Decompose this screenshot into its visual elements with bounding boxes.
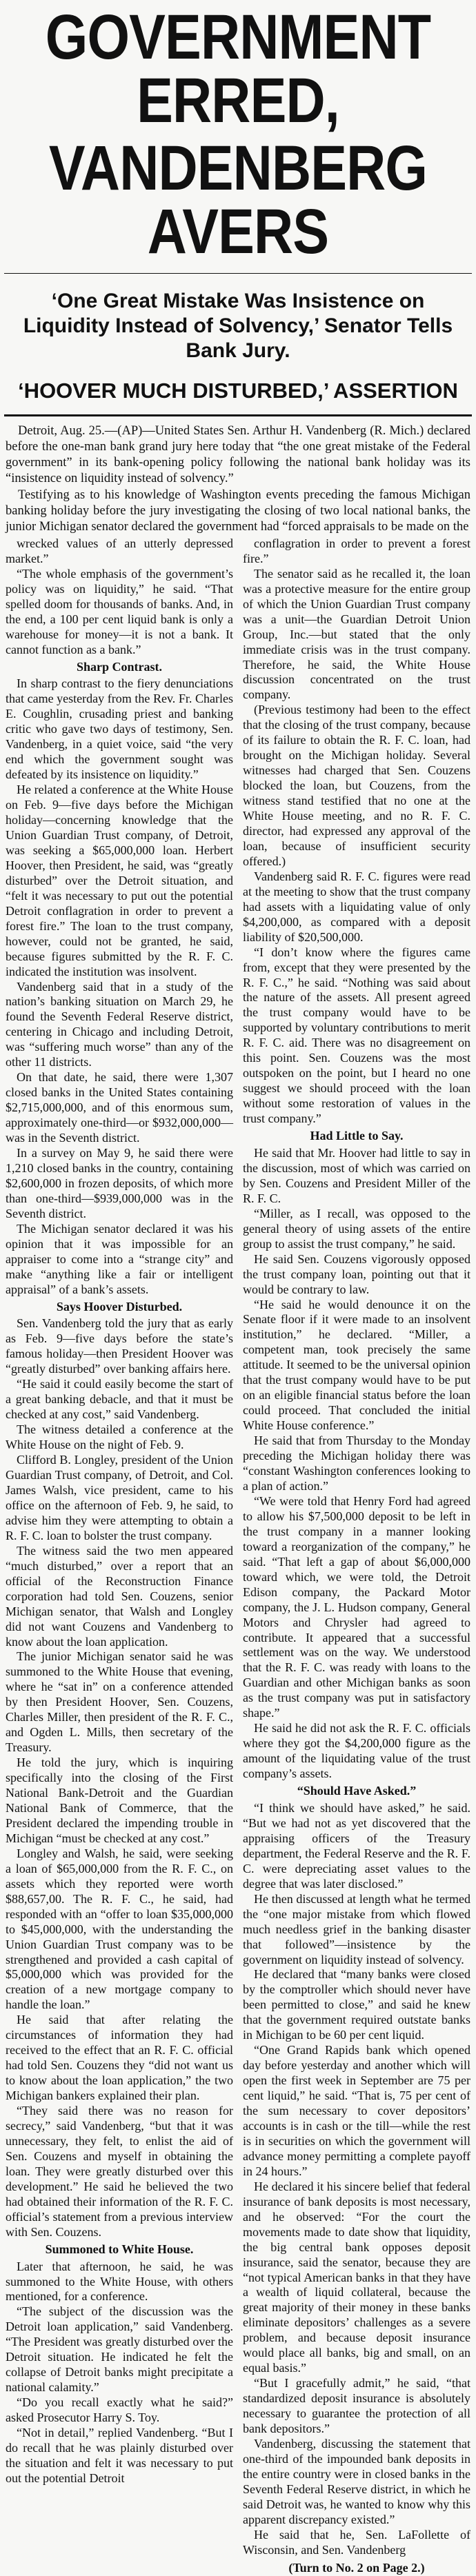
body-paragraph: “Miller, as I recall, was opposed to the general theory of using assets of the entire group to assist the trust company,” he said. [243,1206,470,1251]
body-paragraph: wrecked values of an utterly depressed market.” [6,536,233,565]
body-paragraph: The witness said the two men appeared “much disturbed,” over a report that an official of the Reconstruction Finance corporation had told Sen. Couzens, senior Michigan senator, that Walsh and Longley did not want Couzens and Vandenberg to know about the loan application. [6,1543,233,1649]
body-columns [6,536,470,2576]
body-paragraph: The Michigan senator declared it was his opinion that it was impossible for an appraiser to come into a “strange city” and make “anything like a fair or intelligent appraisal” of a bank’s assets. [6,1221,233,1296]
body-paragraph: “He said he would denounce it on the Senate floor if it were made to an insolvent institution,” he declared. “Miller, a competent man, took precisely the same attitude. It seemed to be the universal opinion that the trust company would have to be put on an eligible financial status before the loan could proceed. That concluded the initial White House conference.” [243,1297,470,1433]
subhead: “Should Have Asked.” [297,1784,417,1798]
lead-paragraph: Testifying as to his knowledge of Washington events preceding the famous Michigan banking holiday before the jury investigating the closing of two local national banks, the junior Michigan senator declared the government had “forced appraisals to be made on the [6,487,470,534]
body-paragraph: “They said there was no reason for secrecy,” said Vandenberg, “but that it was unnecessary, they felt, to enlist the aid of Sen. Couzens and myself in obtaining the loan. They were greatly disturbed over this development.” He said he believed the two had obtained their information of the R. F. C. official’s statement from a previous interview with Sen. Couzens. [6,2104,233,2239]
body-paragraph: Vandenberg said R. F. C. figures were read at the meeting to show that the trust company had assets with a liquidating value of only $4,200,000, as compared with a deposit liability of $20,500,000. [243,869,470,944]
body-paragraph: He declared that “many banks were closed by the comptroller which should never have been permitted to close,” and said he knew that the government required outstate banks in Michigan to be 60 per cent liquid. [243,1967,470,2042]
body-paragraph: He said that from Thursday to the Monday preceding the Michigan holiday there was “constant Washington conferences looking to a plan of action.” [243,1433,470,1493]
body-paragraph: He said Sen. Couzens vigorously opposed the trust company loan, pointing out that it would be contrary to law. [243,1251,470,1296]
body-paragraph: Longley and Walsh, he said, were seeking a loan of $65,000,000 from the R. F. C., on assets which they reported were worth $88,657,00. The R. F. C., he said, had responded with an “offer to loan $35,000,000 to $45,000,000, with the understanding the Union Guardian Trust company was to be strengthened and provided a cash capital of $5,000,000 which was provided for the creation of a new mortgage company to handle the loan.” [6,1846,233,2012]
body-paragraph: “I think we should have asked,” he said. “But we had not as yet discovered that the appraising officers of the Treasury department, the Federal Reserve and the R. F. C. were depreciating asset values to the degree that was later disclosed.” [243,1800,470,1891]
body-paragraph: On that date, he said, there were 1,307 closed banks in the United States containing $2,715,000,000, and of this enormous sum, approximately one-third—or $932,000,000—was in the Seventh district. [6,1070,233,1145]
body-paragraph: He then discussed at length what he termed the “one major mistake from which flowed much needless grief in the banking disaster that followed”—insistence by the government on liquidity instead of solvency. [243,1891,470,1966]
body-paragraph: Vandenberg said that in a study of the nation’s banking situation on March 29, he found the Seventh Federal Reserve district, centering in Chicago and including Detroit, was “suffering much worse” than any of the other 11 districts. [6,979,233,1069]
body-paragraph: He related a conference at the White House on Feb. 9—five days before the Michigan holiday—concerning knowledge that the Union Guardian Trust company, of Detroit, was seeking a $65,000,000 loan. Herbert Hoover, then President, he said, was “greatly disturbed” over the Detroit situation, and “felt it was necessary to put out the potential Detroit conflagration in order to prevent a forest fire.” The loan to the trust company, however, could not be granted, he said, because figures submitted by the R. F. C. indicated the institution was insolvent. [6,783,233,978]
body-paragraph: “But I gracefully admit,” he said, “that standardized deposit insurance is absolutely necessary to guarantee the protection of all bank depositors.” [243,2376,470,2436]
subhead: Says Hoover Disturbed. [56,1299,183,1314]
subhead: Summoned to White House. [45,2242,194,2256]
body-paragraph: Vandenberg, discussing the statement that one-third of the impounded bank deposits in the entire country were in closed banks in the Seventh Federal Reserve district, in which he said Detroit was, he wanted to know why this apparent discrepancy existed.” [243,2437,470,2526]
jump-line: (Turn to No. 2 on Page 2.) [288,2560,425,2575]
body-paragraph: “One Grand Rapids bank which opened day before yesterday and another which will open the first week in September are 75 per cent liquid,” he said. “That is, 75 per cent of the sum necessary to cover depositors’ accounts is in cash or the till—while the rest is in securities on which the government will advance money permitting a complete payoff in 24 hours.” [243,2043,470,2178]
deck-secondary: ‘HOOVER MUCH DISTURBED,’ ASSERTION [18,379,458,403]
left-column [6,536,233,2576]
deck-primary: ‘One Great Mistake Was Insistence on Liquidity Instead of Solvency,’ Senator Tells Bank Jury. [23,290,453,362]
body-paragraph: He said that after relating the circumstances of information they had received to the effect that an R. F. C. official had told Sen. Couzens they “did not want us to know about the loan application,” the two Michigan bankers explained their plan. [6,2013,233,2103]
lead-paragraph: Detroit, Aug. 25.—(AP)—United States Sen. Arthur H. Vandenberg (R. Mich.) declared before the one-man bank grand jury here today that “the one great mistake of the Federal government” in its bank-opening policy following the national bank holiday was its “insistence on liquidity instead of solvency.” [6,424,470,486]
body-paragraph: He declared it his sincere belief that federal insurance of bank deposits is most necessary, and he observed: “For the court the movements made to date show that liquidity, the big central bank opposes deposit insurance, said the senator, because they are “not typical American banks in that they have a wealth of liquid collateral, because the great majority of their money in these banks eliminate depositors’ challenges as a severe problem, and because deposit insurance would place all banks, big and small, on an equal basis.” [243,2179,470,2375]
headline-line-2: VANDENBERG AVERS [48,133,428,267]
deck-rule [4,414,472,416]
right-column [243,536,470,2576]
body-paragraph: He said he did not ask the R. F. C. officials where they got the $4,200,000 figure as the amount of the liquidating value of the trust company’s assets. [243,1721,470,1781]
body-paragraph: The senator said as he recalled it, the loan was a protective measure for the entire group of which the Union Guardian Trust company was a unit—the Guardian Detroit Union Group, Inc.—but stated that the only immediate crisis was in the trust company. Therefore, he said, the White House discussion concentrated on the trust company. [243,566,470,702]
body-paragraph: Clifford B. Longley, president of the Union Guardian Trust company, of Detroit, and Col. James Walsh, vice president, came to his office on the afternoon of Feb. 9, he said, to advise him they were attempting to obtain a R. F. C. loan to bolster the trust company. [6,1453,233,1542]
body-paragraph: He said that Mr. Hoover had little to say in the discussion, most of which was carried on by Sen. Couzens and President Miller of the R. F. C. [243,1146,470,1205]
subhead: Had Little to Say. [310,1129,404,1143]
body-paragraph: “Do you recall exactly what he said?” asked Prosecutor Harry S. Toy. [6,2395,233,2425]
body-paragraph: The witness detailed a conference at the White House on the night of Feb. 9. [6,1422,233,1452]
body-paragraph: (Previous testimony had been to the effect that the closing of the trust company, because of its failure to obtain the R. F. C. loan, had brought on the Michigan holiday. Several witnesses had charged that Sen. Couzens blocked the loan, but Couzens, from the witness stand testified that no one at the White House meeting, and no R. F. C. director, had expressed any approval of the loan, because of insufficient security offered.) [243,703,470,868]
body-paragraph: “I don’t know where the figures came from, except that they were presented by the R. F. C.,” he said. “Nothing was said about the nature of the assets. All present agreed the trust company would have to be supported by voluntary contributions to merit R. F. C. aid. There was no disagreement on this point. Sen. Couzens was the most outspoken on the point, but I heard no one suggest we should proceed with the loan without some restoration of values in the trust company.” [243,945,470,1126]
headline-line-1: GOVERNMENT ERRED, [45,2,431,136]
body-paragraph: “We were told that Henry Ford had agreed to allow his $7,500,000 deposit to be left in the trust company in a manner looking toward a reorganization of the company,” he said. “That left a gap of about $6,000,000 toward which, we were told, the Detroit Edison company, the Packard Motor company, the J. L. Hudson company, General Motors and Chrysler had agreed to contribute. It appeared that a successful settlement was on the way. We understood that the R. F. C. was ready with loans to the Guardian and other Michigan banks as soon as the trust company was put in satisfactory shape.” [243,1493,470,1720]
body-paragraph: “The subject of the discussion was the Detroit loan application,” said Vandenberg. “The President was greatly disturbed over the Detroit situation. He indicated he felt the collapse of Detroit banks might precipitate a national calamity.” [6,2304,233,2395]
body-paragraph: The junior Michigan senator said he was summoned to the White House that evening, where he “sat in” on a conference attended by then President Hoover, Sen. Couzens, Charles Miller, then president of the R. F. C., and Ogden L. Mills, then secretary of the Treasury. [6,1649,233,1755]
body-paragraph: conflagration in order to prevent a forest fire.” [243,536,470,565]
subhead: Sharp Contrast. [76,659,162,674]
body-paragraph: “Not in detail,” replied Vandenberg. “But I do recall that he was plainly disturbed over the situation and felt it was necessary to put out the potential Detroit [6,2426,233,2485]
headline-rule [4,273,472,274]
body-paragraph: Later that afternoon, he said, he was summoned to the White House, with others mentioned, for a conference. [6,2259,233,2304]
body-paragraph: He said that he, Sen. LaFollette of Wisconsin, and Sen. Vandenberg [243,2527,470,2557]
body-paragraph: Sen. Vandenberg told the jury that as early as Feb. 9—five days before the state’s famous holiday—then President Hoover was “greatly disturbed” over banking affairs here. [6,1316,233,1376]
body-paragraph: He told the jury, which is inquiring specifically into the closing of the First National Bank-Detroit and the Guardian National Bank of Commerce, that the President declared the impending trouble in Michigan “must be checked at any cost.” [6,1755,233,1845]
body-paragraph: In sharp contrast to the fiery denunciations that came yesterday from the Rev. Fr. Charles E. Coughlin, crusading priest and banking critic who gave two days of testimony, Sen. Vandenberg, in a quiet voice, said “the very end which the government sought was defeated by its insistence on liquidity.” [6,676,233,782]
body-paragraph: “He said it could easily become the start of a great banking debacle, and that it must be checked at any cost,” said Vandenberg. [6,1377,233,1422]
body-paragraph: In a survey on May 9, he said there were 1,210 closed banks in the country, containing $2,600,000 in frozen deposits, of which more than one-third—$939,000,000 was in the Seventh district. [6,1146,233,1220]
lead-paragraphs [6,423,470,535]
body-paragraph: “The whole emphasis of the government’s policy was on liquidity,” he said. “That spelled doom for thousands of banks. And, in the end, a 100 per cent liquid bank is only a warehouse for money—it is not a bank. It cannot function as a bank.” [6,566,233,656]
